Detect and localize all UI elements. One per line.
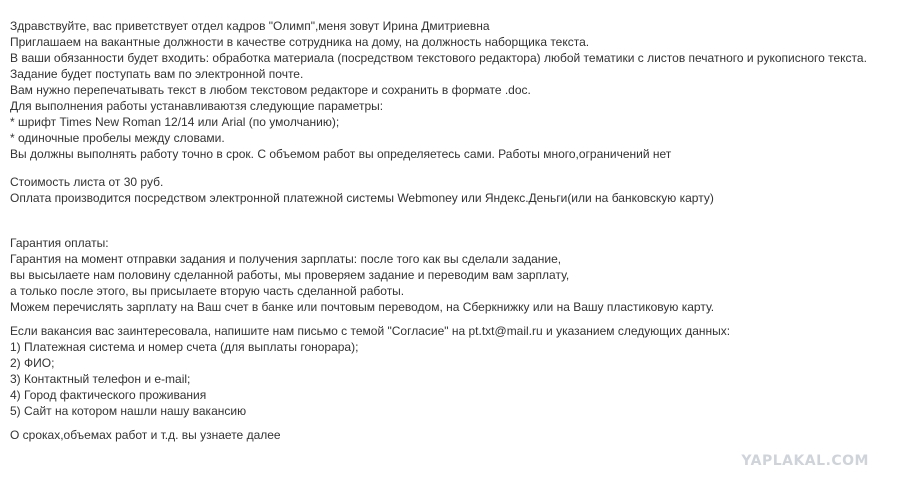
text-line: 1) Платежная система и номер счета (для выплаты гонорара); <box>10 340 359 354</box>
text-line: 5) Сайт на котором нашли нашу вакансию <box>10 404 247 418</box>
text-line: Гарантия на момент отправки задания и получения зарплаты: после того как вы сделали задание, <box>10 252 562 266</box>
paragraph-gap <box>10 419 895 427</box>
text-line: Гарантия оплаты: <box>10 236 109 250</box>
text-line: Вы должны выполнять работу точно в срок. С объемом работ вы определяетесь сами. Работы много,ограничений нет <box>10 147 672 161</box>
text-line: В ваши обязанности будет входить: обработка материала (посредством текстового редактора) любой тематики с листов печатного и рукописного текста. <box>10 51 867 65</box>
watermark-logo: YAPLAKAL.COM <box>741 453 869 469</box>
text-line: * одиночные пробелы между словами. <box>10 131 225 145</box>
paragraph-gap <box>10 206 895 235</box>
paragraph-gap <box>10 162 895 174</box>
text-line: * шрифт Times New Roman 12/14 или Arial (по умолчанию); <box>10 115 340 129</box>
document-body <box>10 18 895 443</box>
text-line: а только после этого, вы присылаете вторую часть сделанной работы. <box>10 284 405 298</box>
text-line: Стоимость листа от 30 руб. <box>10 175 164 189</box>
text-line: Здравствуйте, вас приветствует отдел кадров "Олимп",меня зовут Ирина Дмитриевна <box>10 19 490 33</box>
text-line: Задание будет поступать вам по электронной почте. <box>10 67 304 81</box>
text-line: Для выполнения работы устанавливаютзя следующие параметры: <box>10 99 384 113</box>
text-line: Оплата производится посредством электронной платежной системы Webmoney или Яндекс.Деньги(или на банковскую карту) <box>10 191 714 205</box>
text-line: 2) ФИО; <box>10 356 55 370</box>
paragraph-gap <box>10 315 895 323</box>
text-line: 3) Контактный телефон и e-mail; <box>10 372 191 386</box>
text-line: вы высылаете нам половину сделанной работы, мы проверяем задание и переводим вам зарплату, <box>10 268 570 282</box>
text-line: 4) Город фактического проживания <box>10 388 207 402</box>
text-line: Если вакансия вас заинтересовала, напишите нам письмо с темой "Согласие" на pt.txt@mail.ru и указанием следующих данных: <box>10 324 731 338</box>
text-line: Можем перечислять зарплату на Ваш счет в банке или почтовым переводом, на Сберкнижку или на Вашу пластиковую карту. <box>10 300 715 314</box>
text-line: О сроках,объемах работ и т.д. вы узнаете далее <box>10 428 281 442</box>
text-line: Вам нужно перепечатывать текст в любом текстовом редакторе и сохранить в формате .doc. <box>10 83 531 97</box>
text-line: Приглашаем на вакантные должности в качестве сотрудника на дому, на должность наборщика текста. <box>10 35 590 49</box>
